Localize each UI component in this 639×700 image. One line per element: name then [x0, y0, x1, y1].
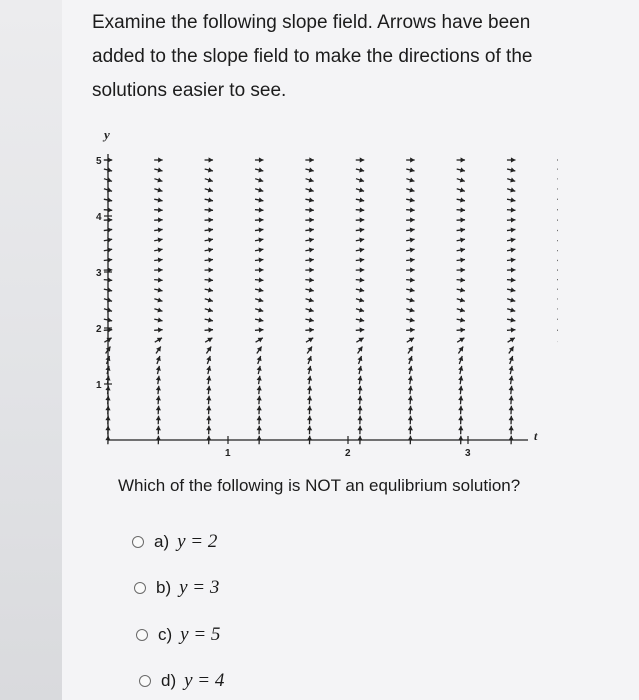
arrow-head: [357, 416, 362, 421]
arrow-head: [510, 197, 515, 202]
question-line-3: solutions easier to see.: [92, 80, 287, 101]
question-line-1: Examine the following slope field. Arrows have been: [92, 12, 531, 33]
arrow-head: [460, 267, 465, 272]
arrow-head: [460, 277, 465, 282]
arrow-head: [408, 386, 413, 391]
arrow-head: [158, 207, 163, 212]
arrow-head: [357, 426, 362, 431]
option-equation: y = 3: [179, 577, 220, 598]
arrow-head: [307, 396, 312, 401]
slope-segment: [557, 319, 558, 321]
arrow-head: [208, 327, 213, 332]
arrow-head: [460, 287, 465, 292]
arrow-head: [158, 267, 163, 272]
arrow-head: [511, 217, 516, 222]
arrow-head: [458, 426, 463, 431]
option-letter: c): [158, 625, 173, 644]
arrow-head: [360, 267, 365, 272]
option-letter: d): [161, 671, 177, 690]
arrow-head: [460, 217, 465, 222]
arrow-head: [408, 406, 413, 411]
radio-button[interactable]: [132, 536, 144, 548]
y-tick-label: 2: [96, 324, 102, 335]
arrow-head: [510, 287, 515, 292]
question-text: [92, 6, 552, 108]
arrow-head: [511, 157, 516, 162]
radio-button[interactable]: [136, 629, 148, 641]
arrow-head: [410, 237, 415, 242]
arrow-head: [460, 327, 465, 332]
arrow-head: [206, 426, 211, 431]
slope-segment: [557, 199, 558, 201]
arrow-head: [458, 406, 463, 411]
arrow-head: [410, 267, 415, 272]
arrow-head: [156, 386, 161, 391]
arrow-head: [259, 217, 264, 222]
slope-segment: [557, 289, 558, 291]
arrow-head: [208, 197, 213, 202]
arrow-head: [309, 287, 314, 292]
y-axis-label: y: [104, 127, 110, 142]
arrow-head: [509, 426, 514, 431]
arrow-head: [458, 386, 463, 391]
arrow-head: [158, 287, 163, 292]
arrow-head: [156, 366, 161, 371]
arrow-head: [258, 317, 263, 322]
arrow-head: [307, 416, 312, 421]
arrow-head: [158, 277, 163, 282]
arrow-head: [510, 187, 515, 192]
arrow-head: [157, 187, 162, 192]
arrow-head: [360, 327, 365, 332]
arrow-head: [208, 187, 213, 192]
radio-button[interactable]: [134, 582, 146, 594]
arrow-head: [408, 396, 413, 401]
arrow-head: [206, 396, 211, 401]
arrow-head: [206, 366, 211, 371]
arrow-head: [257, 366, 262, 371]
arrow-head: [156, 426, 161, 431]
arrow-head: [257, 386, 262, 391]
arrow-head: [359, 257, 364, 262]
slope-field-arrows: [104, 157, 558, 444]
arrow-head: [309, 327, 314, 332]
arrow-head: [357, 366, 362, 371]
arrow-head: [359, 317, 364, 322]
option-d[interactable]: [139, 670, 224, 692]
arrow-head: [359, 167, 364, 172]
arrow-head: [458, 416, 463, 421]
arrow-head: [208, 217, 213, 222]
arrow-head: [206, 406, 211, 411]
arrow-head: [408, 426, 413, 431]
option-c[interactable]: [136, 624, 220, 646]
arrow-head: [309, 187, 314, 192]
y-tick-label: 5: [96, 156, 102, 167]
arrow-head: [410, 157, 415, 162]
arrow-head: [509, 396, 514, 401]
arrow-head: [510, 237, 515, 242]
arrow-head: [359, 287, 364, 292]
option-equation: y = 4: [184, 670, 225, 691]
arrow-head: [357, 396, 362, 401]
option-a[interactable]: [132, 531, 217, 553]
arrow-head: [359, 187, 364, 192]
arrow-head: [357, 386, 362, 391]
arrow-head: [360, 157, 365, 162]
arrow-head: [309, 167, 314, 172]
arrow-head: [208, 317, 213, 322]
t-tick-label: 3: [465, 448, 471, 459]
arrow-head: [309, 217, 314, 222]
arrow-head: [158, 217, 163, 222]
arrow-head: [158, 257, 163, 262]
arrow-head: [307, 426, 312, 431]
option-equation: y = 5: [180, 624, 221, 645]
arrow-head: [309, 317, 314, 322]
arrow-head: [257, 406, 262, 411]
t-tick-label: 2: [345, 448, 351, 459]
arrow-head: [460, 237, 465, 242]
arrow-head: [409, 187, 414, 192]
arrow-head: [258, 197, 263, 202]
t-axis-label: t: [534, 429, 538, 443]
slope-segment: [557, 280, 558, 281]
arrow-head: [410, 207, 415, 212]
arrow-head: [458, 396, 463, 401]
arrow-head: [460, 317, 465, 322]
arrow-head: [461, 157, 466, 162]
arrow-head: [307, 386, 312, 391]
arrow-head: [510, 317, 515, 322]
arrow-head: [309, 267, 314, 272]
arrow-head: [208, 287, 213, 292]
arrow-head: [258, 167, 263, 172]
arrow-head: [158, 237, 163, 242]
arrow-head: [208, 267, 213, 272]
arrow-head: [460, 167, 465, 172]
arrow-head: [408, 416, 413, 421]
arrow-head: [259, 277, 264, 282]
arrow-head: [259, 207, 264, 212]
arrow-head: [309, 257, 314, 262]
arrow-head: [158, 327, 163, 332]
arrow-head: [158, 167, 163, 172]
option-equation: y = 2: [177, 531, 218, 552]
arrow-head: [309, 157, 314, 162]
arrow-head: [258, 187, 263, 192]
slope-segment: [557, 229, 558, 230]
arrow-head: [309, 197, 314, 202]
arrow-head: [259, 157, 264, 162]
arrow-head: [258, 237, 263, 242]
arrow-head: [156, 396, 161, 401]
arrow-head: [410, 317, 415, 322]
arrow-head: [460, 187, 465, 192]
arrow-head: [408, 366, 413, 371]
arrow-head: [259, 267, 264, 272]
y-tick-label: 3: [96, 268, 102, 279]
arrow-head: [410, 167, 415, 172]
arrow-head: [509, 386, 514, 391]
arrow-head: [257, 416, 262, 421]
arrow-head: [206, 416, 211, 421]
option-letter: b): [156, 578, 172, 597]
arrow-head: [208, 167, 213, 172]
question-line-2: added to the slope field to make the directions of the: [92, 46, 533, 67]
arrow-head: [410, 277, 415, 282]
arrow-head: [509, 406, 514, 411]
slope-segment: [557, 169, 558, 171]
slope-field-plot: [88, 120, 558, 465]
slope-segment: [557, 259, 558, 260]
option-b[interactable]: [134, 577, 219, 599]
arrow-head: [360, 207, 365, 212]
arrow-head: [156, 406, 161, 411]
slope-segment: [557, 239, 558, 241]
arrow-head: [511, 207, 516, 212]
arrow-head: [458, 366, 463, 371]
arrow-head: [460, 197, 465, 202]
y-tick-label: 4: [96, 212, 102, 223]
arrow-head: [511, 267, 516, 272]
slope-segment: [557, 330, 558, 331]
arrow-head: [509, 416, 514, 421]
arrow-head: [158, 317, 163, 322]
arrow-head: [309, 237, 314, 242]
arrow-head: [309, 207, 314, 212]
arrow-head: [158, 197, 163, 202]
arrow-head: [410, 197, 415, 202]
arrow-head: [208, 277, 213, 282]
arrow-head: [410, 327, 415, 332]
arrow-head: [357, 406, 362, 411]
slope-segment: [557, 249, 558, 250]
option-letter: a): [154, 532, 170, 551]
arrow-head: [257, 396, 262, 401]
arrow-head: [259, 257, 264, 262]
arrow-head: [410, 287, 415, 292]
arrow-head: [156, 416, 161, 421]
arrow-head: [509, 366, 514, 371]
arrow-head: [158, 157, 163, 162]
arrow-head: [359, 237, 364, 242]
arrow-head: [208, 237, 213, 242]
arrow-head: [511, 277, 516, 282]
arrow-head: [410, 257, 415, 262]
arrow-head: [209, 157, 214, 162]
arrow-head: [511, 327, 516, 332]
arrow-head: [258, 287, 263, 292]
arrow-head: [208, 257, 213, 262]
arrow-head: [206, 386, 211, 391]
arrow-head: [510, 167, 515, 172]
arrow-head: [309, 277, 314, 282]
arrow-head: [307, 406, 312, 411]
arrow-head: [359, 197, 364, 202]
radio-button[interactable]: [139, 675, 151, 687]
arrow-head: [359, 277, 364, 282]
slope-segment: [557, 210, 558, 211]
arrow-head: [460, 207, 465, 212]
arrow-head: [257, 426, 262, 431]
arrow-head: [460, 257, 465, 262]
sub-question: Which of the following is NOT an equlibrium solution?: [118, 476, 521, 495]
arrow-head: [360, 217, 365, 222]
arrow-head: [259, 327, 264, 332]
arrow-head: [511, 257, 516, 262]
t-tick-label: 1: [225, 448, 231, 459]
arrow-head: [208, 207, 213, 212]
y-tick-label: 1: [96, 380, 102, 391]
arrow-head: [410, 217, 415, 222]
arrow-head: [307, 366, 312, 371]
